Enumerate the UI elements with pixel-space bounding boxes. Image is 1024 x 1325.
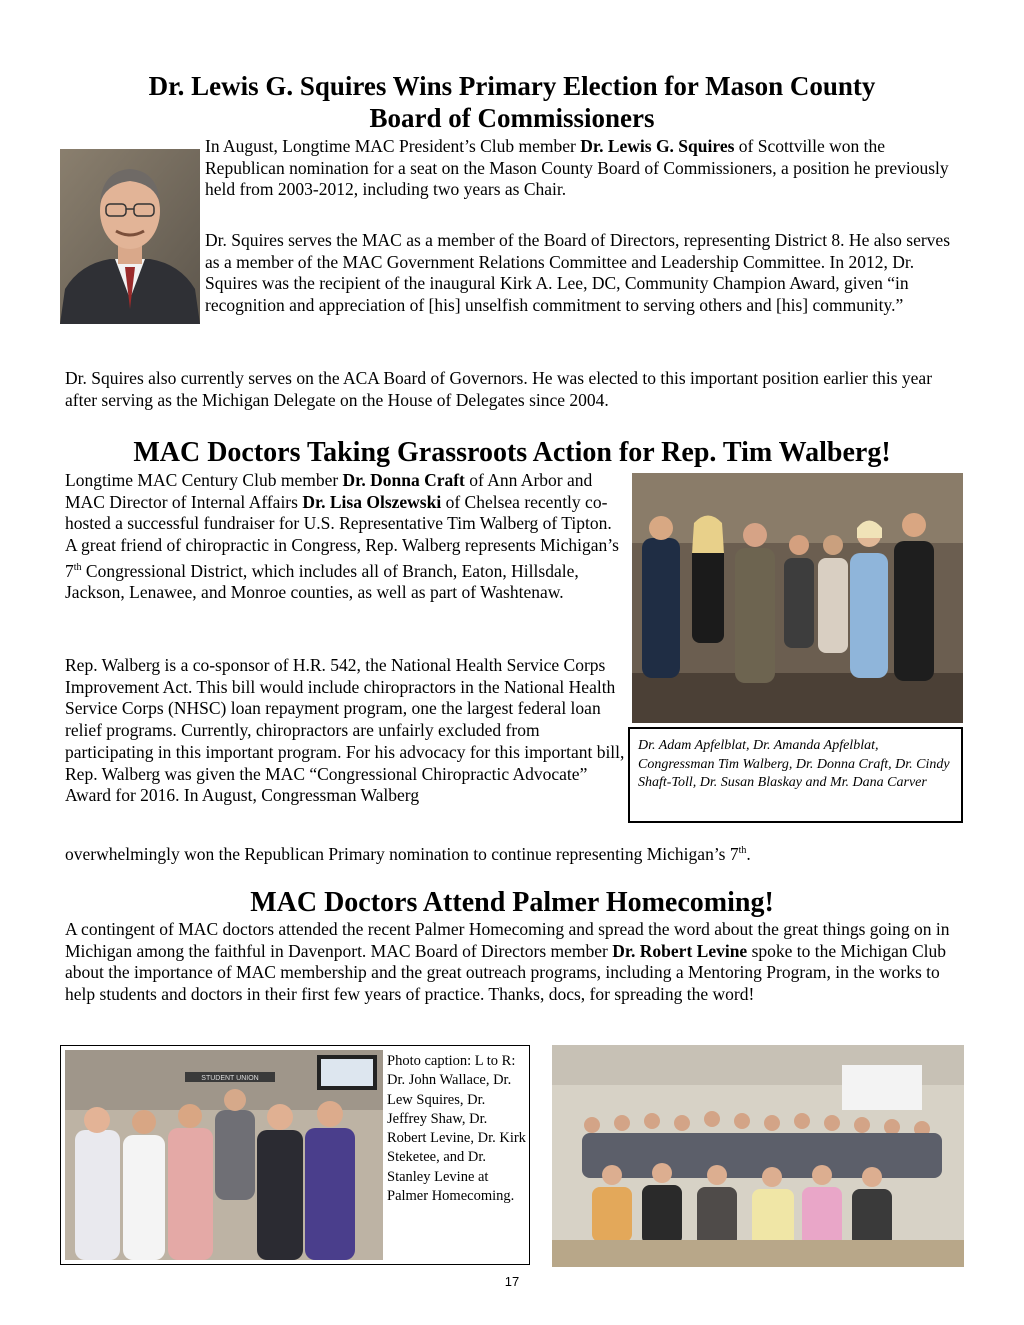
article2-p2-last-period: . [746, 843, 751, 864]
walberg-photo-caption: Dr. Adam Apfelblat, Dr. Amanda Apfelblat, Congressman Tim Walberg, Dr. Donna Craft, Dr. Cindy Shaft-Toll, Dr. Susan Blaskay and Mr. Dana Carver [638, 738, 950, 790]
article2-p2-superscript: th [738, 845, 747, 856]
article2-p1-text-a: Longtime MAC Century Club member [65, 470, 343, 490]
article1-title-line2: Board of Commissioners [369, 103, 655, 133]
article1-p1-text-a: In August, Longtime MAC President’s Club member [205, 136, 581, 156]
article1-p1-bold-name: Dr. Lewis G. Squires [580, 136, 735, 156]
walberg-group-photo [632, 473, 963, 723]
article3-p1-bold-levine: Dr. Robert Levine [612, 940, 748, 961]
page-number: 17 [504, 1274, 520, 1289]
article1-title [60, 70, 964, 134]
article2-paragraph-2: Rep. Walberg is a co-sponsor of H.R. 542, the National Health Service Corps Improvement Act. This bill would include chiropractors in the National Health Service Corps (NHSC) loan repayment program, one the largest federal loan relief programs. Currently, chiropractors are unfairly excluded from participating in this important program. For his advocacy for this important bill, Rep. Walberg was given the MAC “Congressional Chiropractic Advocate” Award for 2016. In August, Congressman Walberg [65, 655, 625, 806]
article2-p1-superscript: th [73, 561, 82, 573]
article1-paragraph-1 [205, 136, 965, 201]
article2-title: MAC Doctors Taking Grassroots Action for Rep. Tim Walberg! [133, 437, 891, 468]
article3-p1-text-b: spoke to the Michigan Club about the importance of MAC membership and the great outreach programs, including a Mentoring Program, in the works to help students and doctors in their first few years of practice. Thanks, docs, for spreading the word! [65, 940, 947, 1005]
article1-paragraph-2: Dr. Squires serves the MAC as a member of the Board of Directors, representing District 8. He also serves as a member of the MAC Government Relations Committee and Leadership Committee. In 2012, Dr. Squires was the recipient of the inaugural Kirk A. Lee, DC, Community Champion Award, given “in recognition and appreciation of [his] unselfish commitment to serving others and [his] community.” [205, 230, 951, 316]
article2-p1-bold-olszewski: Dr. Lisa Olszewski [302, 491, 442, 512]
palmer-photo-caption: Photo caption: L to R: Dr. John Wallace, Dr. Lew Squires, Dr. Jeffrey Shaw, Dr. Robert Levine, Dr. Kirk Steketee, and Dr. Stanley Levine at Palmer Homecoming. [387, 1053, 526, 1205]
article2-p1-text-c: of Chelsea recently co-hosted a successful fundraiser for U.S. Representative Tim Walberg of Tipton. A great friend of chiropractic in Congress, Rep. Walberg represents Michigan’s 7 [65, 491, 619, 581]
palmer-sign-text: STUDENT UNION [201, 1075, 259, 1082]
palmer-group-photo [65, 1050, 383, 1260]
article1-p1-text-b: of Scottville won the Republican nomination for a seat on the Mason County Board of Commissioners, a position he previously held from 2003-2012, including two years as Chair. [205, 136, 949, 200]
article3-title: MAC Doctors Attend Palmer Homecoming! [250, 887, 774, 918]
squires-portrait [60, 149, 200, 324]
article1-paragraph-3: Dr. Squires also currently serves on the ACA Board of Governors. He was elected to this important position earlier this year after serving as the Michigan Delegate on the House of Delegates since 2004. [65, 368, 933, 410]
article2-p1-text-b: of Ann Arbor and MAC Director of Internal Affairs [65, 470, 593, 512]
palmer-photo-frame [60, 1045, 530, 1265]
article3-paragraph-1 [65, 919, 960, 1006]
walberg-photo-caption-box [628, 727, 963, 823]
article2-p1-bold-craft: Dr. Donna Craft [342, 470, 465, 490]
article3-p1-text-a: A contingent of MAC doctors attended the recent Palmer Homecoming and spread the word about the great things going on in Michigan among the faithful in Davenport. MAC Board of Directors member [65, 919, 950, 961]
article2-p1-text-d: Congressional District, which includes all of Branch, Eaton, Hillsdale, Jackson, Lenawee, and Monroe counties, as well as part of Washtenaw. [65, 560, 579, 603]
article2-p2-last-text: overwhelmingly won the Republican Primary nomination to continue representing Michigan’s 7 [65, 843, 739, 864]
article2-paragraph-2-last-line [65, 840, 965, 866]
michigan-club-photo [552, 1045, 964, 1267]
article2-paragraph-1 [65, 470, 625, 604]
article1-title-line1: Dr. Lewis G. Squires Wins Primary Election for Mason County [148, 71, 876, 101]
